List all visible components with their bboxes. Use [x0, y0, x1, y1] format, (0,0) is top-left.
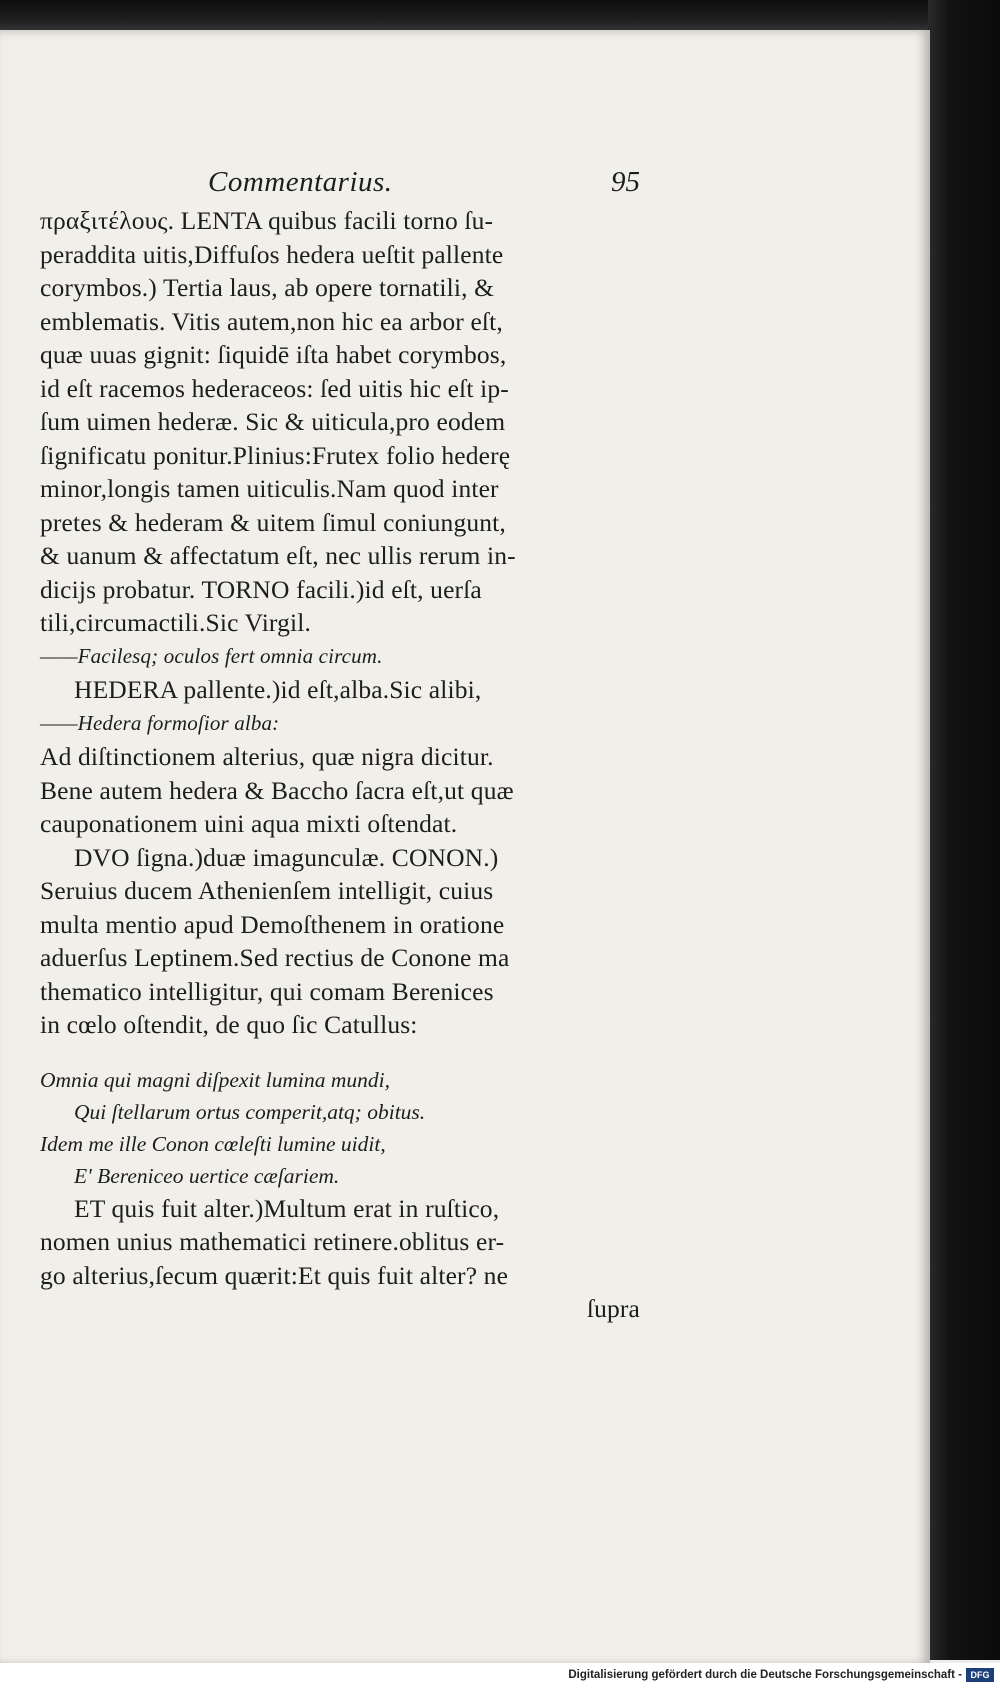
- text-line: cauponationem uini aqua mixti oſtendat.: [40, 809, 458, 838]
- lemma-line: DVO ſigna.)duæ imagunculæ. CONON.): [74, 842, 499, 872]
- text-line: dicijs probatur. TORNO facili.)id eſt, uerſa: [40, 574, 482, 604]
- lemma-line: ET quis fuit alter.)Multum erat in ruſtico,: [74, 1193, 500, 1223]
- text-line: pretes & hederam & uitem ſimul coniungunt,: [40, 507, 506, 537]
- text-line: emblematis. Vitis autem,non hic ea arbor eſt,: [40, 306, 503, 336]
- page-text-block: [40, 166, 640, 1326]
- text-line: in cœlo oſtendit, de quo ſic Catullus:: [40, 1010, 418, 1039]
- running-title: Commentarius.: [208, 166, 393, 198]
- text-line: Bene autem hedera & Baccho ſacra eſt,ut quæ: [40, 775, 514, 805]
- book-page: [0, 30, 930, 1665]
- quotation-line: ——Facilesq; oculos fert omnia circum.: [40, 643, 383, 668]
- text-line: thematico intelligitur, qui comam Berenices: [40, 976, 494, 1006]
- page-number: 95: [611, 166, 640, 198]
- text-line: tili,circumactili.Sic Virgil.: [40, 608, 312, 637]
- funding-credit: Digitalisierung gefördert durch die Deutsche Forschungsgemeinschaft -: [568, 1669, 962, 1681]
- text-line: ſignificatu ponitur.Plinius:Frutex folio hederę: [40, 440, 511, 470]
- quotation-line: ——Hedera formoſior alba:: [40, 710, 280, 735]
- page-header: [40, 166, 640, 204]
- verse-line: E' Bereniceo uertice cæſariem.: [74, 1163, 340, 1188]
- text-line: id eſt racemos hederaceos: ſed uitis hic eſt ip-: [40, 373, 509, 403]
- scan-right-edge: [928, 0, 1000, 1660]
- scan-top-edge: [0, 0, 1000, 34]
- catchword: ſupra: [586, 1294, 640, 1323]
- digitization-footer: [0, 1663, 1000, 1691]
- text-line: go alterius,ſecum quærit:Et quis fuit alter? ne: [40, 1260, 509, 1290]
- text-line: quæ uuas gignit: ſiquidē iſta habet corymbos,: [40, 340, 507, 369]
- text-line: multa mentio apud Demoſthenem in oratione: [40, 909, 505, 939]
- verse-line: Qui ſtellarum ortus comperit,atq; obitus.: [74, 1099, 426, 1124]
- text-line: corymbos.) Tertia laus, ab opere tornatili, &: [40, 273, 495, 302]
- text-line: Ad diſtinctionem alterius, quæ nigra dicitur.: [40, 742, 494, 771]
- text-line: minor,longis tamen uiticulis.Nam quod inter: [40, 474, 499, 503]
- text-line: πραξιτέλους. LENTA quibus facili torno ſu-: [40, 206, 494, 235]
- dfg-logo[interactable]: DFG: [966, 1668, 994, 1682]
- verse-line: Omnia qui magni diſpexit lumina mundi,: [40, 1067, 390, 1092]
- text-line: Seruius ducem Athenienſem intelligit, cuius: [40, 876, 494, 905]
- verse-spacer: [40, 1042, 640, 1064]
- text-line: & uanum & affectatum eſt, nec ullis rerum in-: [40, 541, 516, 570]
- text-line: aduerſus Leptinem.Sed rectius de Conone ma: [40, 943, 510, 972]
- verse-line: Idem me ille Conon cœleſti lumine uidit,: [40, 1131, 386, 1156]
- text-line: peraddita uitis,Diffuſos hedera ueſtit pallente: [40, 239, 504, 269]
- text-line: ſum uimen hederæ. Sic & uiticula,pro eodem: [40, 407, 506, 436]
- text-line: nomen unius mathematici retinere.oblitus er-: [40, 1227, 505, 1256]
- lemma-line: HEDERA pallente.)id eſt,alba.Sic alibi,: [74, 675, 482, 704]
